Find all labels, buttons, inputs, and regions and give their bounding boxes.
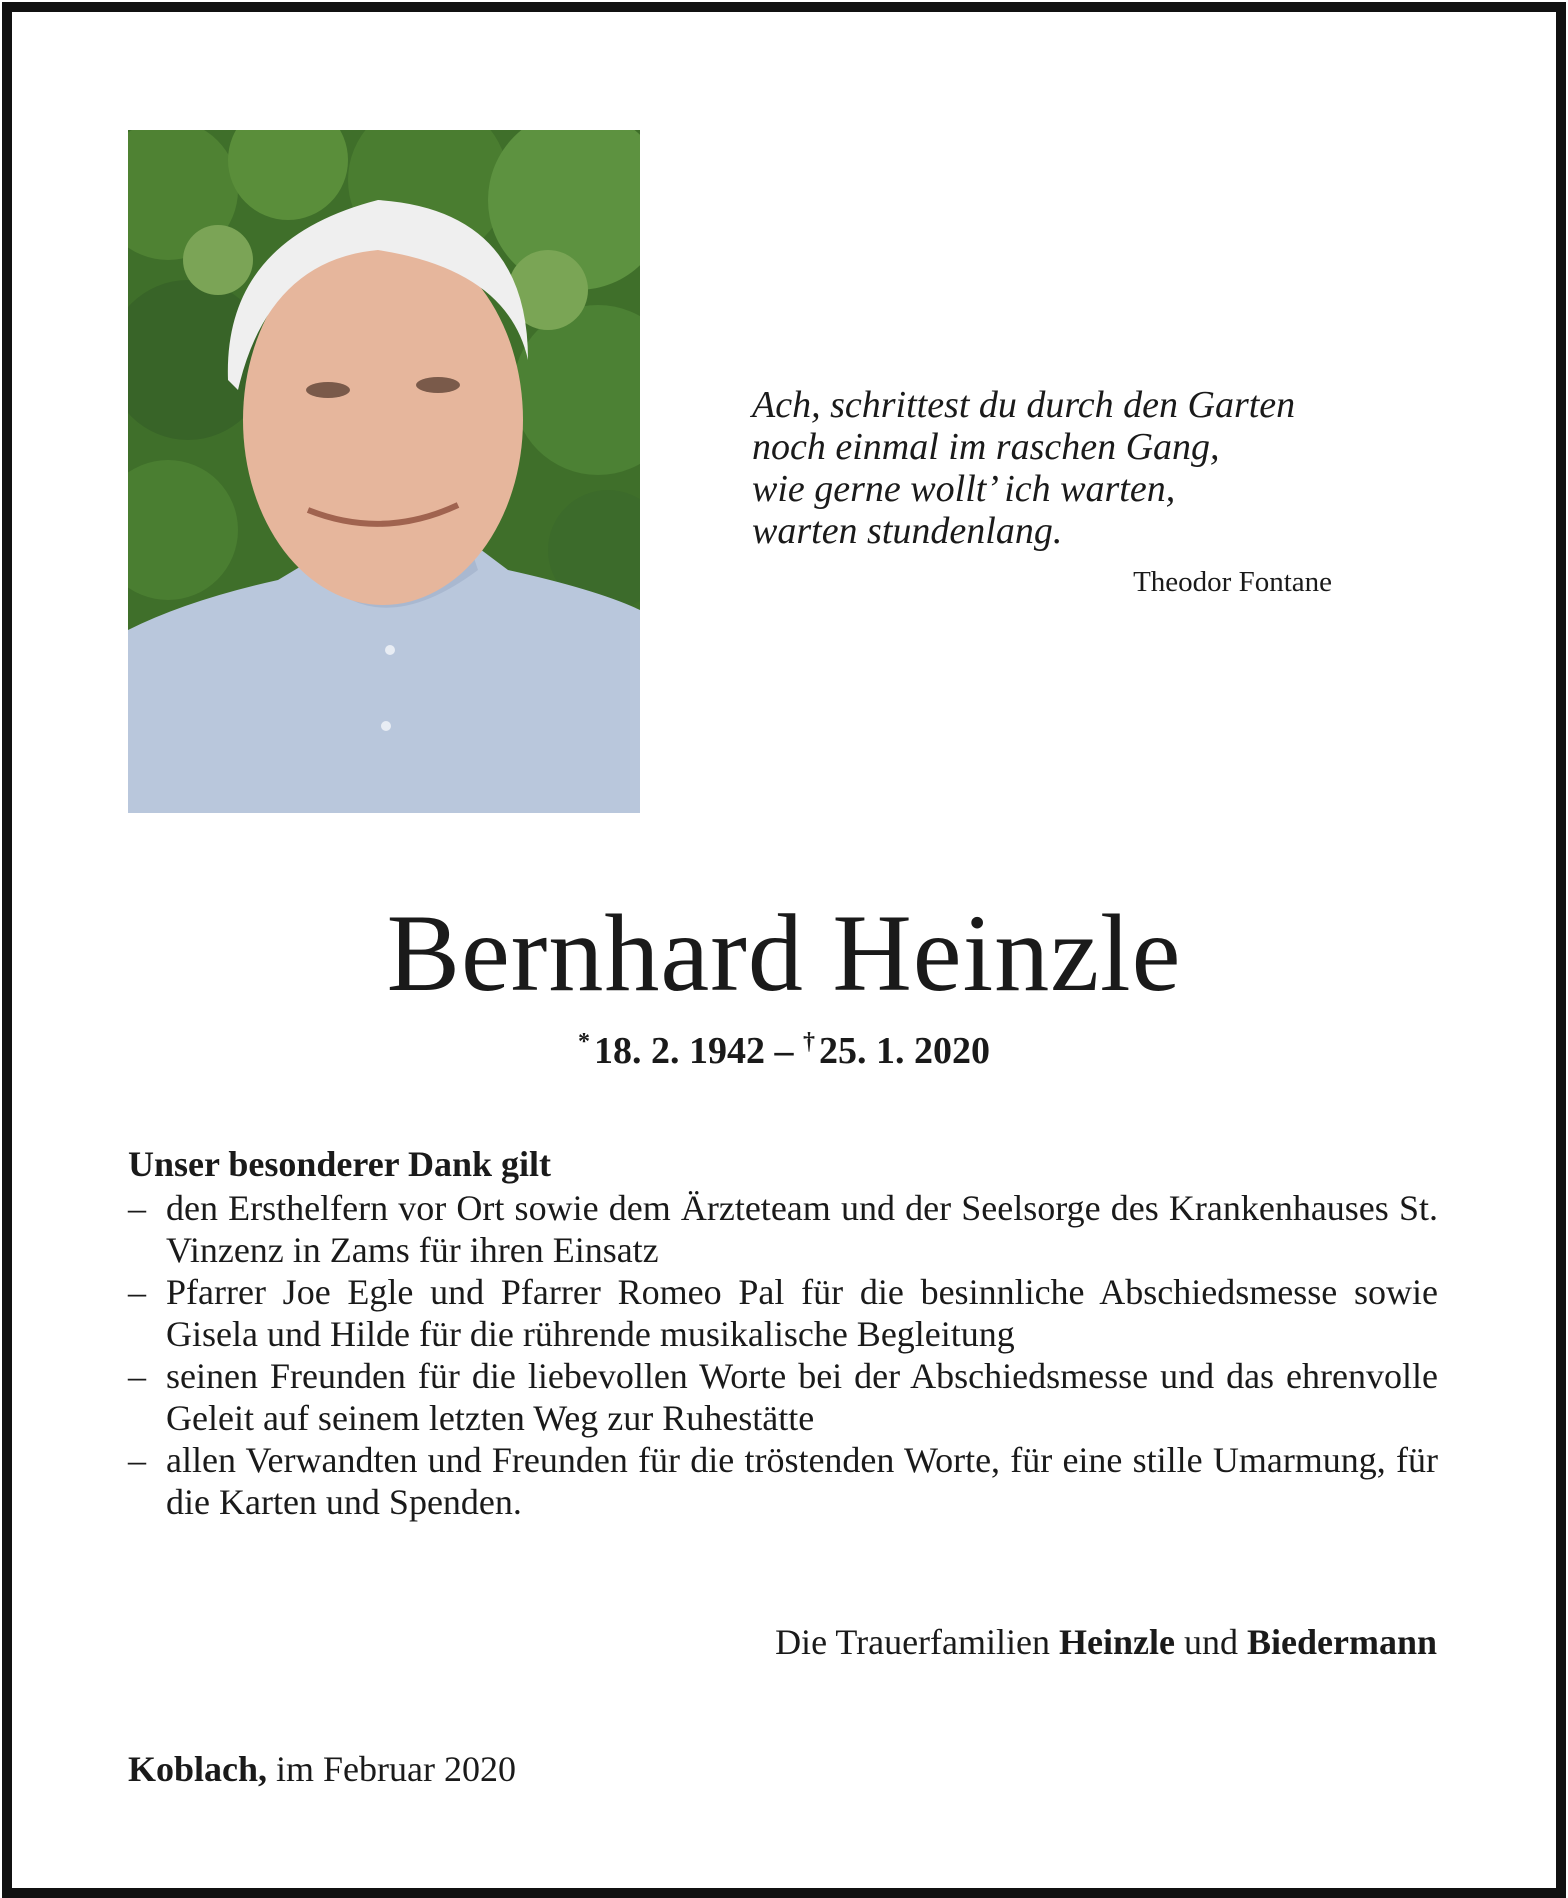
thanks-item-text: Pfarrer Joe Egle und Pfarrer Romeo Pal für die besinnliche Abschiedsmesse sowie Gisela und Hilde für die rührende musikalische Begleitung [166, 1272, 1438, 1354]
portrait-illustration [128, 130, 640, 813]
portrait-photo [128, 130, 640, 813]
date-separator: – [765, 1030, 803, 1072]
family-name-heinzle: Heinzle [1059, 1622, 1175, 1662]
thanks-item [128, 1355, 1438, 1439]
thanks-item [128, 1271, 1438, 1355]
thanks-heading: Unser besonderer Dank gilt [128, 1144, 552, 1184]
thanks-item [128, 1439, 1438, 1523]
family-signature [500, 1620, 1437, 1664]
quote-line: Ach, schrittest du durch den Garten [752, 384, 1296, 426]
quote-line: wie gerne wollt’ ich warten, [752, 468, 1176, 510]
life-dates [0, 1018, 1568, 1075]
list-dash: – [128, 1356, 146, 1396]
place-and-date [128, 1747, 928, 1791]
quote-line: warten stundenlang. [752, 510, 1063, 552]
place-date: im Februar 2020 [267, 1749, 516, 1789]
thanks-item-text: allen Verwandten und Freunden für die tröstenden Worte, für eine stille Umarmung, für die Karten und Spenden. [166, 1440, 1438, 1522]
thanks-list [128, 1187, 1438, 1523]
quote-line: noch einmal im raschen Gang, [752, 426, 1220, 468]
signature-prefix: Die Trauerfamilien [775, 1622, 1060, 1662]
list-dash: – [128, 1440, 146, 1480]
memorial-quote [752, 384, 1332, 600]
family-name-biedermann: Biedermann [1246, 1622, 1437, 1662]
thanks-item-text: den Ersthelfern vor Ort sowie dem Ärzteteam und der Seelsorge des Krankenhauses St. Vinzenz in Zams für ihren Einsatz [166, 1188, 1438, 1270]
signature-conjunction: und [1174, 1622, 1247, 1662]
birth-date: 18. 2. 1942 [594, 1030, 765, 1072]
place-city: Koblach, [128, 1749, 268, 1789]
death-symbol: † [803, 1029, 815, 1055]
thanks-section [128, 1143, 1438, 1523]
quote-author: Theodor Fontane [1133, 566, 1332, 598]
list-dash: – [128, 1272, 146, 1312]
thanks-item-text: seinen Freunden für die liebevollen Worte bei der Abschiedsmesse und das ehrenvolle Geleit auf seinem letzten Weg zur Ruhestätte [166, 1356, 1438, 1438]
death-date: 25. 1. 2020 [819, 1030, 990, 1072]
deceased-name: Bernhard Heinzle [386, 892, 1182, 1014]
birth-symbol: * [578, 1029, 590, 1055]
list-dash: – [128, 1188, 146, 1228]
thanks-item [128, 1187, 1438, 1271]
